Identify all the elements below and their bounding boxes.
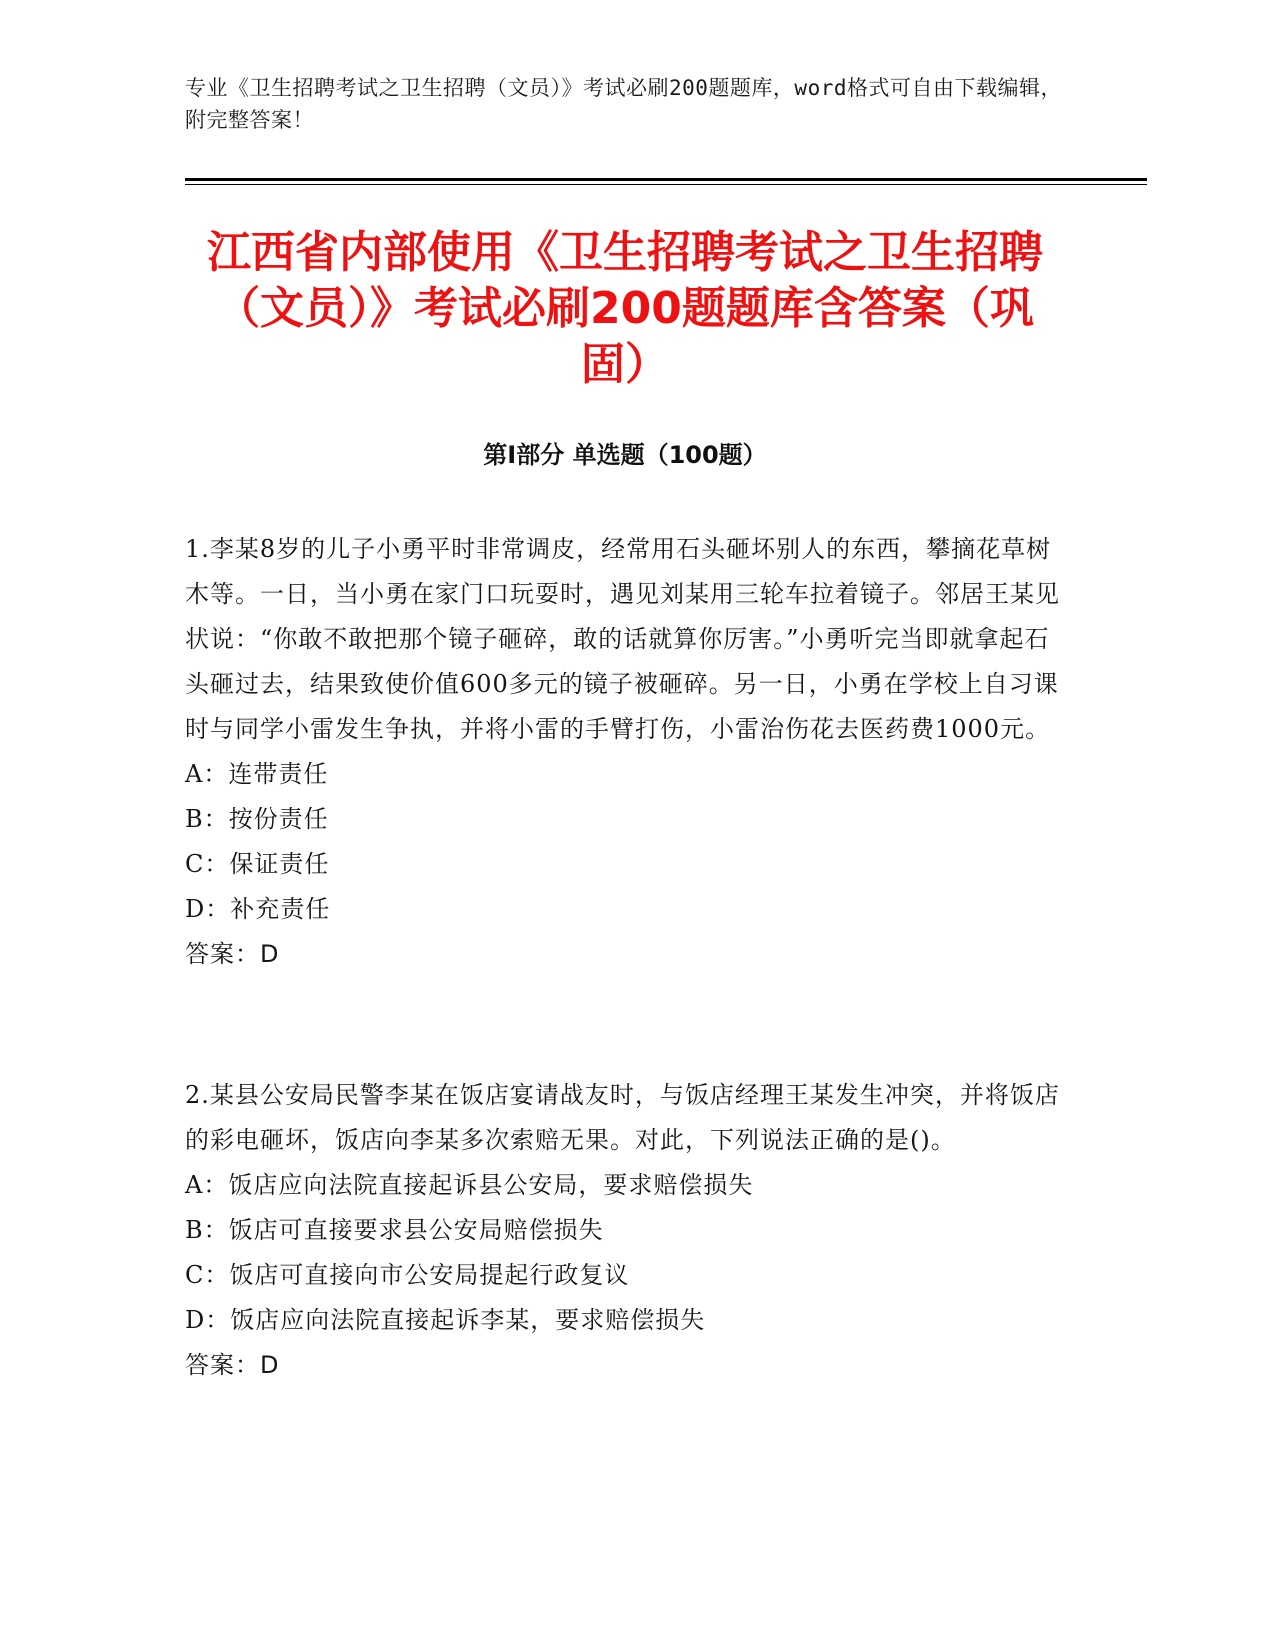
document-title: 江西省内部使用《卫生招聘考试之卫生招聘（文员）》考试必刷200题题库含答案（巩固）: [207, 227, 1043, 390]
section-heading: 第Ⅰ部分 单选题（100题）: [483, 441, 767, 469]
question-stem: 1.李某8岁的儿子小勇平时非常调皮，经常用石头砸坏别人的东西，攀摘花草树木等。一日，当小勇在家门口玩耍时，遇见刘某用三轮车拉着镜子。邻居王某见状说：“你敢不敢把那个镜子砸碎，敢的话就算你厉害。”小勇听完当即就拿起石头砸过去，结果致使价值600多元的镜子被砸碎。另一日，小勇在学校上自习课时与同学小雷发生争执，并将小雷的手臂打伤，小雷治伤花去医药费1000元。: [185, 535, 1060, 743]
answer-line: 答案：D: [185, 940, 280, 968]
option-d: D：补充责任: [185, 895, 331, 923]
option-b: B：按份责任: [185, 805, 329, 833]
question-2: [185, 1073, 1065, 1388]
header-note: 专业《卫生招聘考试之卫生招聘（文员）》考试必刷200题题库，word格式可自由下载编辑，附完整答案！: [185, 76, 1062, 132]
option-b: B：饭店可直接要求县公安局赔偿损失: [185, 1216, 604, 1244]
option-a: A：连带责任: [185, 760, 329, 788]
question-stem: 2.某县公安局民警李某在饭店宴请战友时，与饭店经理王某发生冲突，并将饭店的彩电砸坏，饭店向李某多次索赔无果。对此，下列说法正确的是()。: [185, 1081, 1060, 1154]
header-divider-thick: [185, 178, 1147, 181]
question-1: [185, 527, 1065, 977]
header-divider-thin: [185, 184, 1147, 185]
option-d: D：饭店应向法院直接起诉李某，要求赔偿损失: [185, 1306, 706, 1334]
answer-line: 答案：D: [185, 1351, 280, 1379]
option-c: C：保证责任: [185, 850, 330, 878]
option-c: C：饭店可直接向市公安局提起行政复议: [185, 1261, 630, 1289]
option-a: A：饭店应向法院直接起诉县公安局，要求赔偿损失: [185, 1171, 754, 1199]
